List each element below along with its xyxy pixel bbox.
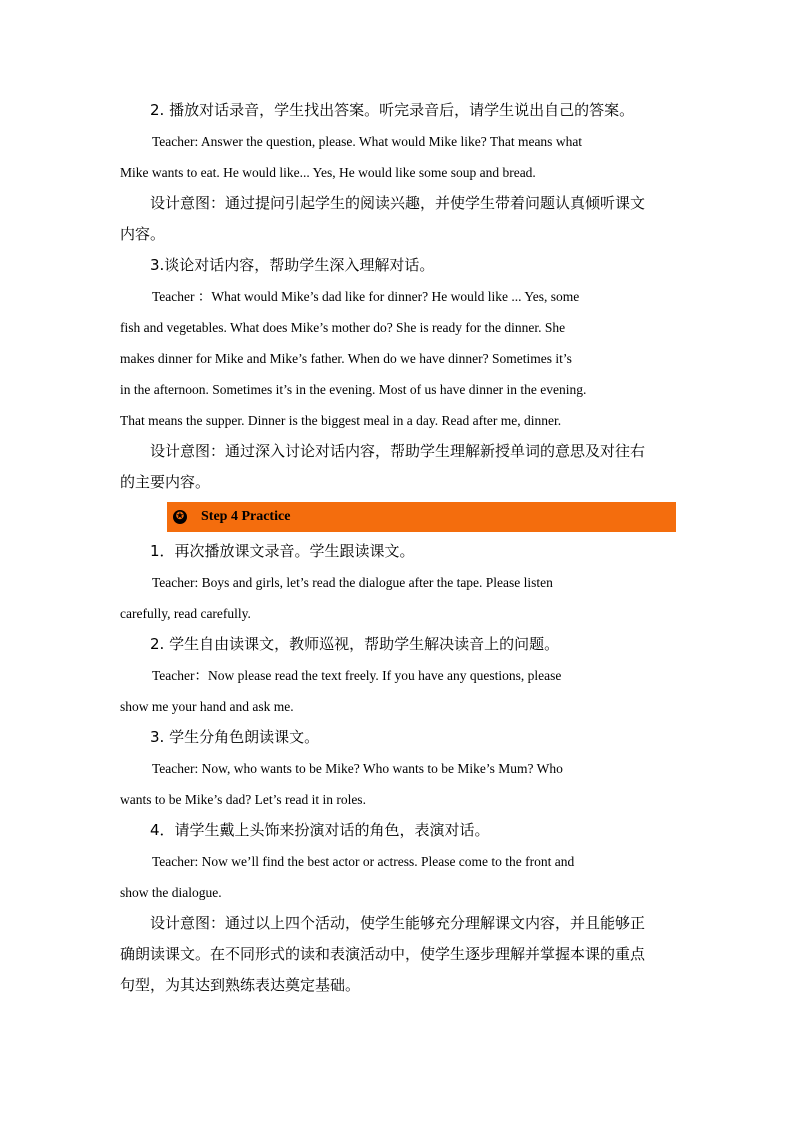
item2-design-intent-cont: 内容。	[120, 225, 166, 243]
dialogue-line: in the afternoon. Sometimes it’s in the evening. Most of us have dinner in the evening.	[120, 382, 587, 397]
practice-design-intent-cont: 确朗读课文。在不同形式的读和表演活动中，使学生逐步理解并掌握本课的重点	[120, 945, 646, 963]
dialogue-line: carefully, read carefully.	[120, 606, 251, 621]
dialogue-line: Teacher: Now, who wants to be Mike? Who wants to be Mike’s Mum? Who	[152, 761, 563, 776]
document-page	[120, 95, 676, 1001]
dialogue-line: Teacher ：What would Mike’s dad like for dinner? He would like ... Yes, some	[152, 289, 580, 304]
item3-title: 3.谈论对话内容，帮助学生深入理解对话。	[150, 256, 435, 274]
practice-item1-title: 1．再次播放课文录音。学生跟读课文。	[150, 542, 415, 560]
practice-item2-title: 2. 学生自由读课文，教师巡视，帮助学生解决读音上的问题。	[150, 635, 560, 653]
dialogue-line: makes dinner for Mike and Mike’s father. When do we have dinner? Sometimes it’s	[120, 351, 572, 366]
practice-design-intent: 设计意图：通过以上四个活动，使学生能够充分理解课文内容，并且能够正	[150, 914, 646, 932]
step-4-banner	[167, 502, 676, 532]
practice-item4-dialogue	[120, 846, 676, 908]
dialogue-line: Teacher：Now please read the text freely. If you have any questions, please	[152, 668, 562, 683]
dialogue-line: That means the supper. Dinner is the biggest meal in a day. Read after me, dinner.	[120, 413, 562, 428]
practice-item1-dialogue	[120, 567, 676, 629]
item3-design-intent: 设计意图：通过深入讨论对话内容，帮助学生理解新授单词的意思及对往右	[150, 442, 646, 460]
dialogue-line: wants to be Mike’s dad? Let’s read it in roles.	[120, 792, 366, 807]
dialogue-line: Mike wants to eat. He would like... Yes, He would like some soup and bread.	[120, 165, 536, 180]
dialogue-line: Teacher: Boys and girls, let’s read the dialogue after the tape. Please listen	[152, 575, 553, 590]
practice-item3-dialogue	[120, 753, 676, 815]
dialogue-line: show the dialogue.	[120, 885, 222, 900]
step-4-heading: Step 4 Practice	[201, 509, 291, 524]
item2-design-intent: 设计意图：通过提问引起学生的阅读兴趣，并使学生带着问题认真倾听课文	[150, 194, 646, 212]
dialogue-line: fish and vegetables. What does Mike’s mother do? She is ready for the dinner. She	[120, 320, 566, 335]
item2-teacher-dialogue	[120, 126, 676, 188]
dialogue-line: Teacher: Answer the question, please. What would Mike like? That means what	[152, 134, 583, 149]
practice-item2-dialogue	[120, 660, 676, 722]
practice-design-intent-end: 句型，为其达到熟练表达奠定基础。	[120, 976, 361, 994]
practice-item4-title: 4．请学生戴上头饰来扮演对话的角色，表演对话。	[150, 821, 490, 839]
item2-title: 2. 播放对话录音，学生找出答案。听完录音后，请学生说出自己的答案。	[150, 101, 635, 119]
item3-design-intent-cont: 的主要内容。	[120, 473, 211, 491]
practice-item3-title: 3. 学生分角色朗读课文。	[150, 728, 320, 746]
dialogue-line: show me your hand and ask me.	[120, 699, 294, 714]
dialogue-line: Teacher: Now we’ll find the best actor or actress. Please come to the front and	[152, 854, 575, 869]
star-circle-icon: ✪	[173, 510, 187, 524]
item3-teacher-dialogue	[120, 281, 676, 436]
